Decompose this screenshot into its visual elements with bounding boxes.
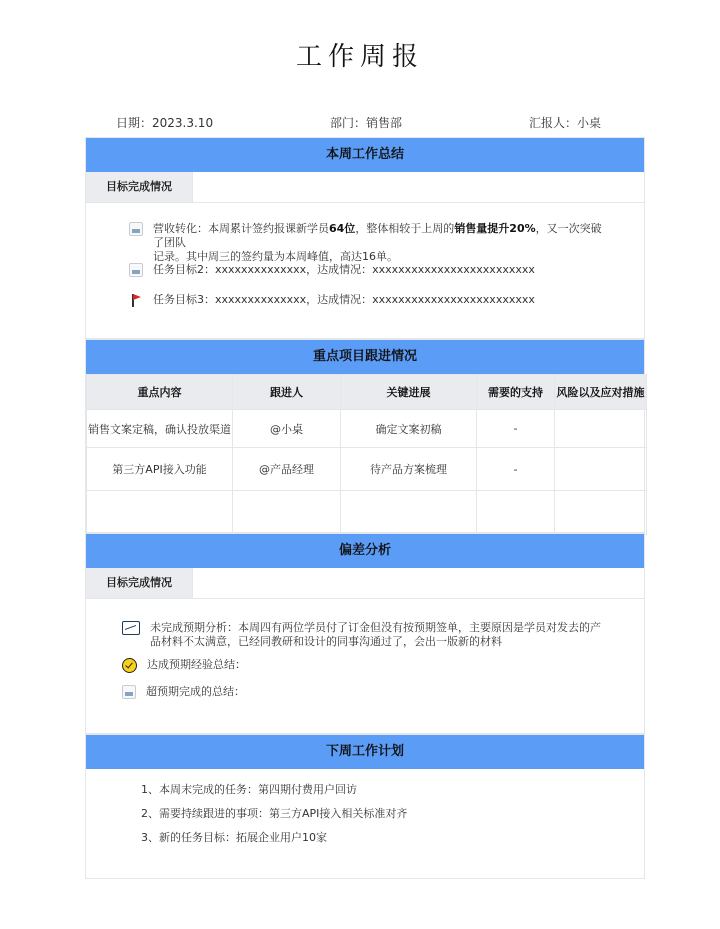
deviation-item-2-text: 达成预期经验总结： bbox=[147, 658, 246, 671]
deviation-band: 偏差分析 bbox=[86, 534, 644, 568]
deviation-section bbox=[85, 533, 645, 734]
page-title: 工作周报 bbox=[295, 42, 424, 72]
projects-band: 重点项目跟进情况 bbox=[86, 340, 644, 374]
table-row bbox=[87, 410, 647, 448]
summary-subhead bbox=[86, 172, 644, 203]
table-row bbox=[87, 491, 647, 535]
table-cell bbox=[555, 410, 647, 448]
summary-item-1-bold-1: 64位 bbox=[329, 222, 356, 235]
table-cell: @产品经理 bbox=[233, 448, 341, 491]
summary-item-3-text: 任务目标3：xxxxxxxxxxxxxx，达成情况：xxxxxxxxxxxxxxxxxxxxxxxxx bbox=[153, 293, 535, 306]
table-cell: 待产品方案梳理 bbox=[341, 448, 477, 491]
summary-item-2 bbox=[129, 263, 535, 277]
table-cell: - bbox=[477, 448, 555, 491]
table-cell bbox=[555, 448, 647, 491]
summary-item-1-mid: ，整体相较于上周的 bbox=[355, 222, 455, 235]
table-cell bbox=[555, 491, 647, 535]
department: 部门：销售部 bbox=[330, 116, 403, 130]
summary-item-1-post: ，又一次突破了团队 bbox=[153, 222, 602, 249]
summary-item-1-line2: 记录。其中周三的签约量为本周峰值，高达16单。 bbox=[153, 250, 398, 263]
check-icon bbox=[122, 658, 137, 673]
summary-item-1-text bbox=[153, 222, 609, 264]
table-cell: 销售文案定稿，确认投放渠道 bbox=[87, 410, 233, 448]
col-header-risk: 风险以及应对措施 bbox=[555, 375, 647, 410]
deviation-subhead-tag: 目标完成情况 bbox=[86, 568, 193, 598]
plan-item-1: 1、本周末完成的任务：第四期付费用户回访 bbox=[141, 783, 357, 796]
summary-item-3 bbox=[129, 293, 535, 307]
summary-subhead-tag: 目标完成情况 bbox=[86, 172, 193, 202]
col-header-support: 需要的支持 bbox=[477, 375, 555, 410]
table-cell bbox=[341, 491, 477, 535]
projects-table bbox=[86, 374, 647, 535]
reporter: 汇报人：小桌 bbox=[529, 116, 602, 130]
table-cell: 第三方API接入功能 bbox=[87, 448, 233, 491]
deviation-subhead bbox=[86, 568, 644, 599]
plan-item-3: 3、新的任务目标：拓展企业用户10家 bbox=[141, 831, 327, 844]
col-header-content: 重点内容 bbox=[87, 375, 233, 410]
plan-section bbox=[85, 734, 645, 879]
deviation-item-3-text: 超预期完成的总结： bbox=[146, 685, 245, 698]
summary-section bbox=[85, 137, 645, 339]
deviation-item-1-line1: 未完成预期分析：本周四有两位学员付了订金但没有按预期签单，主要原因是学员对发去的产 bbox=[150, 621, 601, 634]
image-icon bbox=[129, 263, 143, 277]
report-date: 日期：2023.3.10 bbox=[116, 116, 214, 130]
summary-band: 本周工作总结 bbox=[86, 138, 644, 172]
image-icon bbox=[129, 222, 143, 236]
summary-item-1 bbox=[129, 222, 609, 264]
col-header-progress: 关键进展 bbox=[341, 375, 477, 410]
deviation-item-1-text bbox=[150, 621, 601, 649]
projects-section bbox=[85, 339, 645, 533]
table-cell bbox=[233, 491, 341, 535]
table-cell bbox=[477, 491, 555, 535]
summary-item-1-pre: 营收转化：本周累计签约报课新学员 bbox=[153, 222, 329, 235]
deviation-item-3 bbox=[122, 685, 245, 699]
table-cell: @小桌 bbox=[233, 410, 341, 448]
flag-icon bbox=[129, 293, 143, 307]
deviation-item-1-line2: 品材料不太满意，已经同教研和设计的同事沟通过了，会出一版新的材料 bbox=[150, 635, 502, 648]
table-cell bbox=[87, 491, 233, 535]
plan-item-2: 2、需要持续跟进的事项：第三方API接入相关标准对齐 bbox=[141, 807, 408, 820]
projects-header-row bbox=[87, 375, 647, 410]
image-icon bbox=[122, 685, 136, 699]
chart-icon bbox=[122, 621, 140, 635]
deviation-item-1 bbox=[122, 621, 602, 649]
deviation-item-2 bbox=[122, 658, 246, 673]
summary-item-1-bold-2: 销售量提升20% bbox=[454, 222, 536, 235]
table-row bbox=[87, 448, 647, 491]
table-cell: 确定文案初稿 bbox=[341, 410, 477, 448]
summary-item-2-text: 任务目标2：xxxxxxxxxxxxxx，达成情况：xxxxxxxxxxxxxxxxxxxxxxxxx bbox=[153, 263, 535, 276]
col-header-owner: 跟进人 bbox=[233, 375, 341, 410]
plan-band: 下周工作计划 bbox=[86, 735, 644, 769]
table-cell: - bbox=[477, 410, 555, 448]
